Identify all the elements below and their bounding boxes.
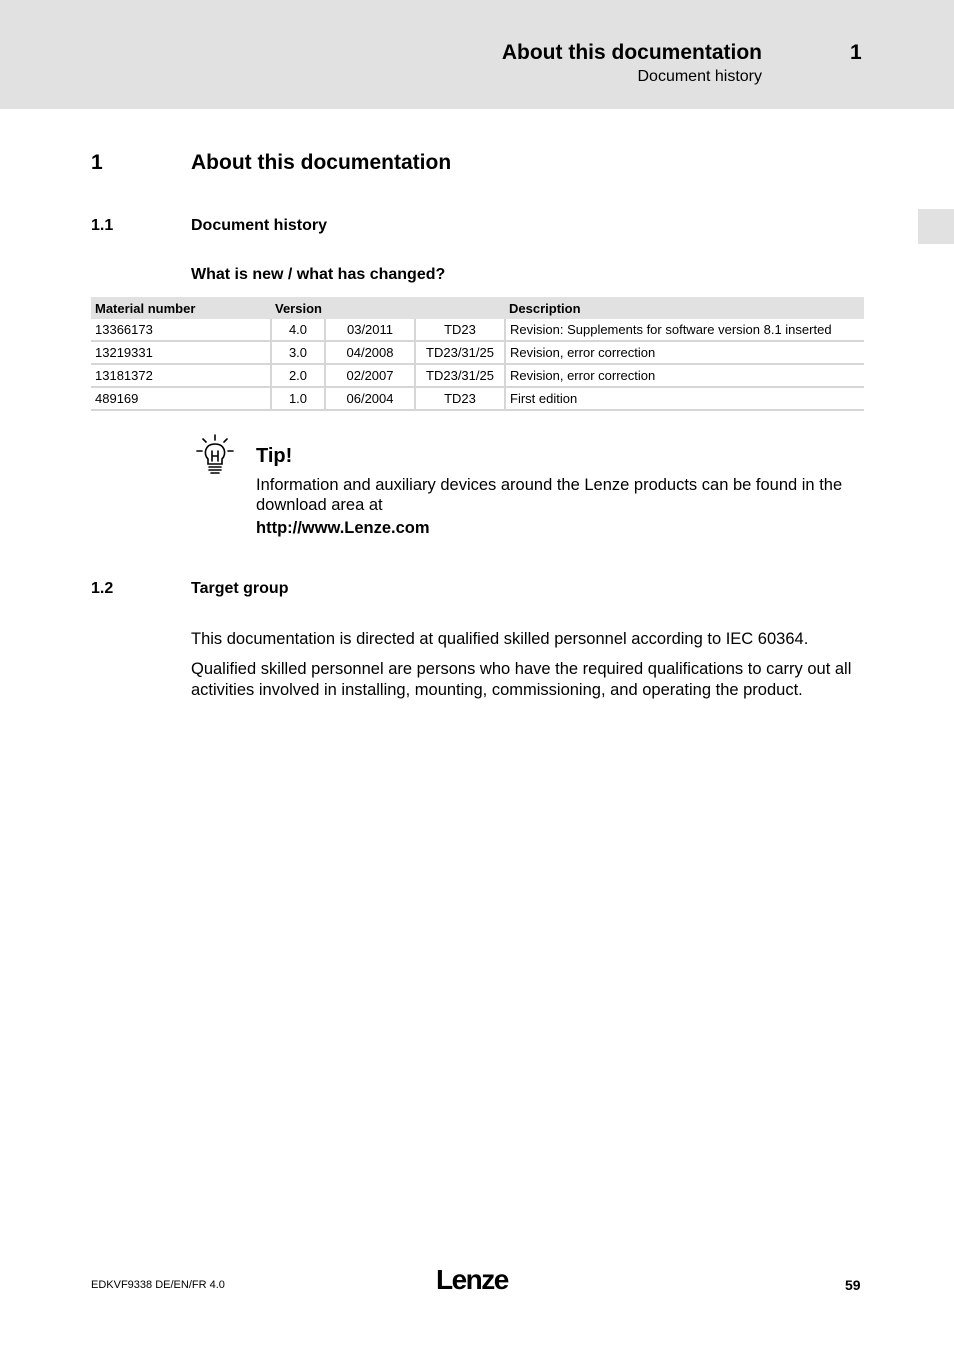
section-1-2-number: 1.2 [91, 580, 114, 597]
cell-date: 03/2011 [325, 319, 415, 341]
page-number: 59 [845, 1277, 861, 1293]
chapter-tab-marker [918, 209, 954, 244]
section-1-1-number: 1.1 [91, 217, 114, 234]
section-1-title: About this documentation [191, 151, 452, 174]
tip-title: Tip! [256, 445, 293, 467]
cell-version: 1.0 [271, 387, 325, 410]
cell-material: 13366173 [91, 319, 271, 341]
cell-date: 02/2007 [325, 364, 415, 387]
paragraph: This documentation is directed at qualified skilled personnel according to IEC 60364. [191, 630, 809, 648]
cell-code: TD23 [415, 319, 505, 341]
cell-code: TD23/31/25 [415, 364, 505, 387]
cell-date: 06/2004 [325, 387, 415, 410]
cell-description: Revision: Supplements for software version 8.1 inserted [505, 319, 864, 341]
section-1-number: 1 [91, 151, 103, 174]
header-material-number: Material number [91, 297, 271, 319]
header-title: About this documentation [501, 41, 762, 64]
section-1-1-title: Document history [191, 217, 328, 234]
cell-version: 3.0 [271, 341, 325, 364]
table-row [91, 341, 864, 364]
cell-code: TD23 [415, 387, 505, 410]
header-chapter-number: 1 [850, 41, 862, 64]
cell-version: 4.0 [271, 319, 325, 341]
changes-heading: What is new / what has changed? [191, 266, 446, 283]
cell-material: 13181372 [91, 364, 271, 387]
cell-material: 489169 [91, 387, 271, 410]
paragraph: Qualified skilled personnel are persons who have the required qualifications to carry out all activities involved in installing, mounting, commissioning, and operating the product. [191, 660, 852, 699]
lightbulb-icon [196, 434, 234, 474]
header-subtitle: Document history [637, 68, 762, 85]
header-band [0, 0, 954, 109]
cell-description: First edition [505, 387, 864, 410]
tip-text: Information and auxiliary devices around the Lenze products can be found in the download area at [256, 476, 843, 514]
tip-link[interactable]: http://www.Lenze.com [256, 519, 430, 537]
document-history-table [91, 297, 864, 411]
cell-description: Revision, error correction [505, 341, 864, 364]
cell-material: 13219331 [91, 341, 271, 364]
lenze-logo [434, 1262, 516, 1294]
cell-version: 2.0 [271, 364, 325, 387]
header-version: Version [271, 297, 505, 319]
table-row [91, 364, 864, 387]
cell-code: TD23/31/25 [415, 341, 505, 364]
table-row [91, 387, 864, 410]
table-header-row [91, 297, 864, 319]
section-1-2-title: Target group [191, 580, 289, 597]
header-description: Description [505, 297, 864, 319]
cell-description: Revision, error correction [505, 364, 864, 387]
cell-date: 04/2008 [325, 341, 415, 364]
lenze-logo-text: Lenze [436, 1264, 508, 1294]
footer-doc-id: EDKVF9338 DE/EN/FR 4.0 [91, 1279, 225, 1291]
table-row [91, 319, 864, 341]
